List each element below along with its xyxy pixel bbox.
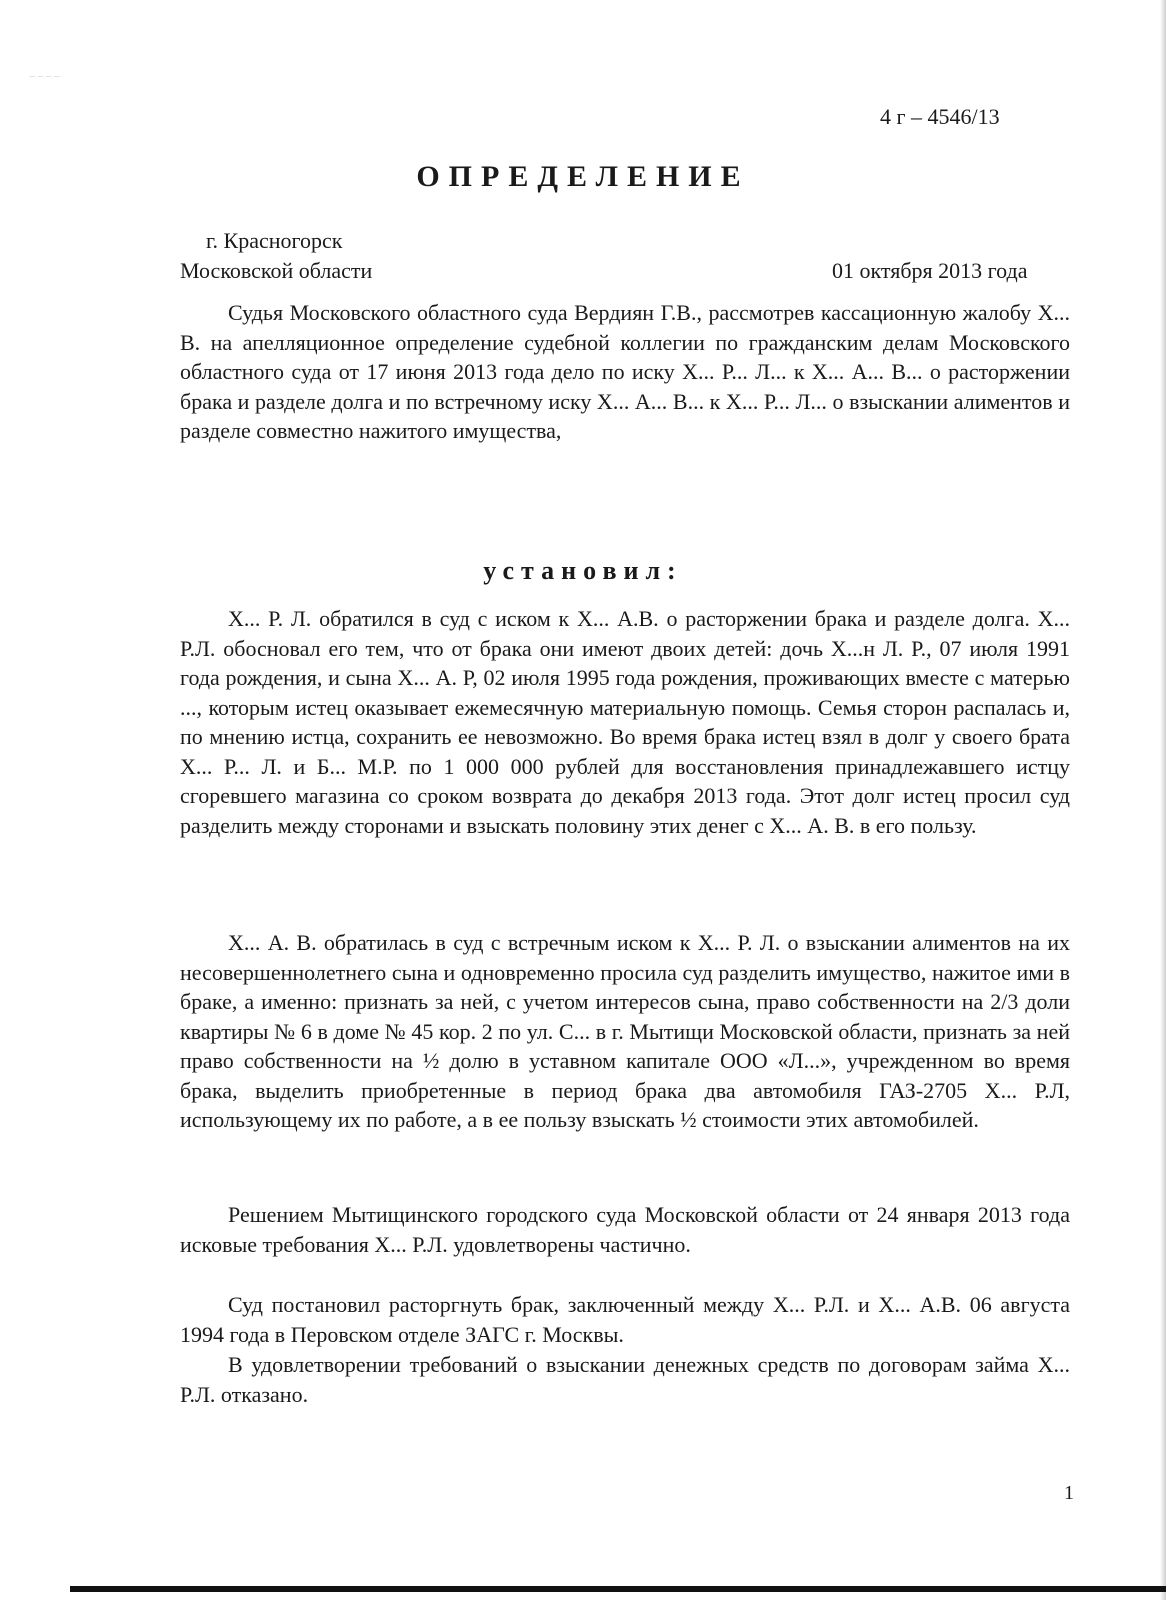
scan-edge-bottom [70,1586,1166,1592]
intro-paragraph: Судья Московского областного суда Вердиян Г.В., рассмотрев кассационную жалобу Х... В. на апелляционное определение судебной коллегии по гражданским делам Московского областного суда от 17 июня 2013 года дело по иску Х... Р... Л... к Х... А... В... о расторжении брака и разделе долга и по встречному иску Х... А... В... к Х... Р... Л... о взыскании алиментов и разделе совместно нажитого имущества, [180,300,1070,443]
body-paragraph-5: В удовлетворении требований о взыскании денежных средств по договорам займа Х... Р.Л. отказано. [180,1352,1070,1407]
body-paragraph-1: Х... Р. Л. обратился в суд с иском к Х... А.В. о расторжении брака и разделе долга. Х... Р.Л. обосновал его тем, что от брака они имеют двоих детей: дочь Х...н Л. Р., 07 июля 1991 года рождения, и сына Х... А. Р, 02 июля 1995 года рождения, проживающих вместе с матерью ..., которым истец оказывает ежемесячную материальную помощь. Семья сторон распалась и, по мнению истца, сохранить ее невозможно. Во время брака истец взял в долг у своего брата Х... Р... Л. и Б... М.Р. по 1 000 000 рублей для восстановления принадлежавшего истцу сгоревшего магазина со сроком возврата до декабря 2013 года. Этот долг истец просил суд разделить между сторонами и взыскать половину этих денег с Х... А. В. в его пользу. [180,606,1070,838]
scan-edge-right [1160,0,1166,1600]
body-paragraph-2: Х... А. В. обратилась в суд с встречным иском к Х... Р. Л. о взыскании алиментов на их несовершеннолетнего сына и одновременно просила суд разделить имущество, нажитое ими в браке, а именно: признать за ней, с учетом интересов сына, право собственности на 2/3 доли квартиры № 6 в доме № 45 кор. 2 по ул. С... в г. Мытищи Московской области, признать за ней право собственности на ½ долю в уставном капитале ООО «Л...», учрежденном во время брака, выделить приобретенные в период брака два автомобиля ГАЗ-2705 Х... Р.Л, использующему их по работе, а в ее пользу взыскать ½ стоимости этих автомобилей. [180,930,1070,1132]
case-number: 4 г – 4546/13 [880,104,1000,129]
page-number: 1 [1064,1482,1074,1504]
document-date: 01 октября 2013 года [832,258,1028,283]
section-title-established: установил: [483,556,683,585]
place-city: г. Красногорск [206,228,343,253]
scan-artifact: ‾ ‾ ‾ ‾ [30,76,60,91]
body-paragraph-3: Решением Мытищинского городского суда Московской области от 24 января 2013 года исковые требования Х... Р.Л. удовлетворены частично. [180,1202,1070,1257]
document-title: ОПРЕДЕЛЕНИЕ [416,160,750,193]
body-paragraph-4: Суд постановил расторгнуть брак, заключенный между Х... Р.Л. и Х... А.В. 06 августа 1994 года в Перовском отделе ЗАГС г. Москвы. [180,1292,1070,1347]
place-region: Московской области [180,258,373,283]
